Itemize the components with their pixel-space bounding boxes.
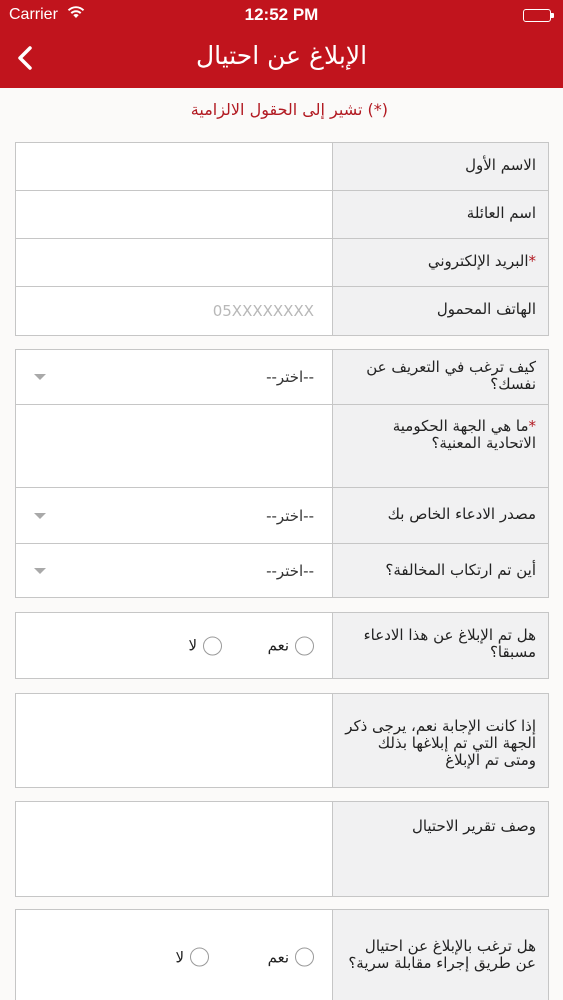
description-row [16,802,548,896]
email-label: البريد الإلكتروني [427,252,529,270]
required-mark: * [528,417,536,435]
confidential-label: هل ترغب بالإبلاغ عن احتيال عن طريق إجراء مقابلة سرية؟ [332,910,548,1000]
where-select[interactable] [16,544,332,597]
no-label: لا [188,636,197,655]
reported-label: هل تم الإبلاغ عن هذا الادعاء مسبقا؟ [332,613,548,678]
radio-circle-icon [203,636,222,655]
where-row [16,544,548,597]
carrier-label: Carrier [9,6,58,23]
claim-details-table [15,349,549,598]
caret-down-icon [34,513,46,519]
mobile-label: الهاتف المحمول [332,287,548,335]
reported-row [16,613,548,678]
source-select[interactable] [16,488,332,543]
confidential-row [16,910,548,1000]
if-yes-row [16,694,548,787]
navigation-bar [0,30,563,88]
if-yes-textarea[interactable] [16,694,332,787]
family-name-label: اسم العائلة [332,191,548,238]
entity-label-cell [332,405,548,487]
clock: 12:52 PM [244,5,319,24]
mobile-row [16,287,548,335]
personal-info-table [15,142,549,336]
identify-select[interactable] [16,350,332,404]
reported-yes-radio[interactable] [268,636,314,655]
entity-label: ما هي الجهة الحكومية الاتحادية المعنية؟ [392,417,536,452]
confidential-radio-group [16,906,332,1000]
email-row [16,239,548,287]
if-yes-table [15,693,549,788]
caret-down-icon [34,374,46,380]
description-textarea[interactable] [16,802,332,896]
source-select-value: --اختر-- [266,506,314,525]
confidential-no-radio[interactable] [175,948,209,967]
previously-reported-table [15,612,549,679]
battery-tip [551,13,554,18]
no-label: لا [175,948,184,966]
battery-icon [523,9,551,22]
email-input[interactable] [16,239,332,286]
email-label-cell [332,239,548,286]
entity-selector[interactable] [16,405,332,487]
description-label: وصف تقرير الاحتيال [332,802,548,896]
reported-radio-group [16,613,332,678]
required-mark: * [528,252,536,270]
radio-circle-icon [295,948,314,967]
confidential-table [15,909,549,1000]
required-fields-note: (*) تشير إلى الحقول الالزامية [190,100,388,119]
reported-no-radio[interactable] [188,636,222,655]
where-label: أين تم ارتكاب المخالفة؟ [332,544,548,597]
first-name-label: الاسم الأول [332,143,548,190]
radio-circle-icon [190,948,209,967]
if-yes-label: إذا كانت الإجابة نعم، يرجى ذكر الجهة التي تم إبلاغها بذلك ومتى تم الإبلاغ [332,694,548,787]
source-label: مصدر الادعاء الخاص بك [332,488,548,543]
source-row [16,488,548,544]
where-select-value: --اختر-- [266,561,314,580]
mobile-input[interactable] [16,287,332,335]
confidential-yes-radio[interactable] [268,948,314,967]
yes-label: نعم [267,948,289,966]
family-name-row [16,191,548,239]
radio-circle-icon [295,636,314,655]
yes-label: نعم [267,636,289,655]
identify-select-value: --اختر-- [266,368,314,386]
first-name-row [16,143,548,191]
entity-row [16,405,548,488]
first-name-input[interactable] [16,143,332,190]
page-title: الإبلاغ عن احتيال [195,41,368,70]
description-table [15,801,549,897]
family-name-input[interactable] [16,191,332,238]
status-bar [0,0,563,30]
identify-label: كيف ترغب في التعريف عن نفسك؟ [332,350,548,404]
identify-row [16,350,548,405]
caret-down-icon [34,568,46,574]
